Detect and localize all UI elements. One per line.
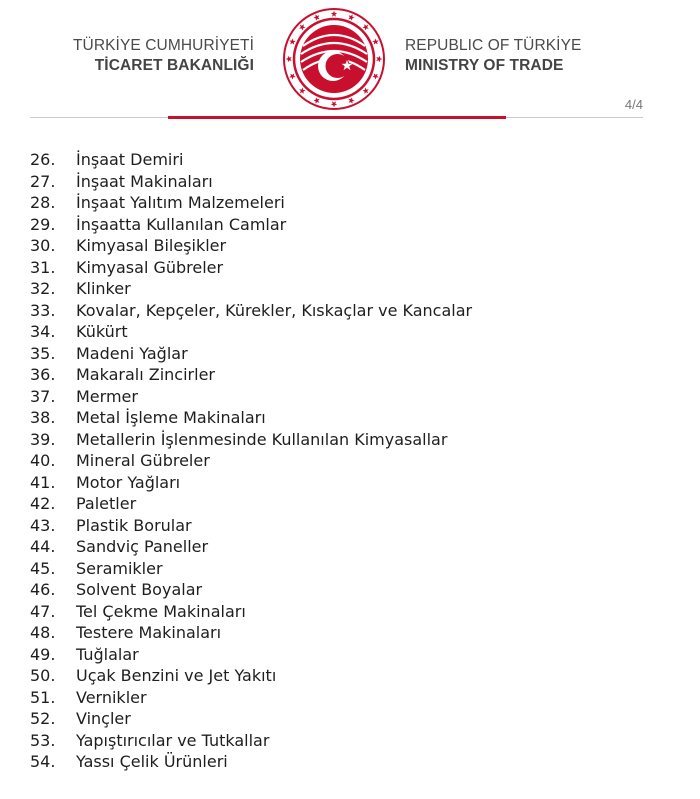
list-item: [30, 192, 472, 214]
list-item: [30, 601, 472, 623]
ministry-emblem-icon: [281, 6, 387, 112]
list-item-text: Metallerin İşlenmesinde Kullanılan Kimyasallar: [76, 429, 448, 449]
list-item: [30, 235, 472, 257]
list-item-number: 39.: [30, 429, 56, 449]
list-item-text: Paletler: [76, 494, 137, 514]
list-item-text: İnşaatta Kullanılan Camlar: [76, 214, 287, 234]
list-item: [30, 730, 472, 752]
list-item-number: 51.: [30, 687, 56, 707]
list-item: [30, 579, 472, 601]
page-indicator: 4/4: [624, 97, 643, 112]
list-item: [30, 171, 472, 193]
org-name-turkish: [73, 36, 254, 76]
list-item: [30, 407, 472, 429]
list-item: [30, 386, 472, 408]
list-item-number: 45.: [30, 558, 56, 578]
org-tr-line2: TİCARET BAKANLIĞI: [94, 57, 254, 74]
list-item-text: Madeni Yağlar: [76, 343, 188, 363]
list-item-number: 36.: [30, 365, 56, 385]
list-item-number: 44.: [30, 537, 56, 557]
list-item-text: Kimyasal Bileşikler: [76, 236, 227, 256]
list-item-number: 27.: [30, 171, 56, 191]
list-item-number: 35.: [30, 343, 56, 363]
list-item-text: Plastik Borular: [76, 515, 192, 535]
list-item-number: 42.: [30, 494, 56, 514]
list-item-text: İnşaat Demiri: [76, 150, 184, 170]
list-item: [30, 364, 472, 386]
list-item-number: 46.: [30, 580, 56, 600]
list-item-text: Mermer: [76, 386, 138, 406]
list-item-number: 34.: [30, 322, 56, 342]
header-divider-accent: [168, 116, 506, 119]
list-item-text: Mineral Gübreler: [76, 451, 210, 471]
list-item: [30, 687, 472, 709]
list-item-number: 41.: [30, 472, 56, 492]
list-item: [30, 665, 472, 687]
list-item: [30, 644, 472, 666]
list-item: [30, 278, 472, 300]
list-item-text: Tel Çekme Makinaları: [76, 601, 246, 621]
list-item-number: 40.: [30, 451, 56, 471]
list-item: [30, 472, 472, 494]
list-item: [30, 493, 472, 515]
list-item: [30, 622, 472, 644]
list-item: [30, 300, 472, 322]
org-en-line1: REPUBLIC OF TÜRKİYE: [405, 37, 582, 54]
list-item-number: 54.: [30, 752, 56, 772]
list-item-text: Uçak Benzini ve Jet Yakıtı: [76, 666, 277, 686]
list-item: [30, 450, 472, 472]
list-item-number: 32.: [30, 279, 56, 299]
list-item-number: 30.: [30, 236, 56, 256]
list-item-text: Yapıştırıcılar ve Tutkallar: [76, 730, 270, 750]
list-item-number: 48.: [30, 623, 56, 643]
list-item-number: 49.: [30, 644, 56, 664]
list-item-text: Testere Makinaları: [76, 623, 222, 643]
list-item-text: Makaralı Zincirler: [76, 365, 215, 385]
list-item-text: İnşaat Makinaları: [76, 171, 213, 191]
list-item: [30, 751, 472, 773]
list-item: [30, 536, 472, 558]
list-item: [30, 214, 472, 236]
list-item-text: Kükürt: [76, 322, 128, 342]
list-item: [30, 321, 472, 343]
list-item: [30, 257, 472, 279]
org-en-line2: MINISTRY OF TRADE: [405, 57, 564, 74]
product-list: [30, 149, 472, 773]
list-item-number: 38.: [30, 408, 56, 428]
list-item-text: Kimyasal Gübreler: [76, 257, 224, 277]
org-tr-line1: TÜRKİYE CUMHURİYETİ: [72, 37, 254, 54]
list-item-text: Kovalar, Kepçeler, Kürekler, Kıskaçlar ve Kancalar: [76, 300, 473, 320]
list-item: [30, 149, 472, 171]
list-item-text: Solvent Boyalar: [76, 580, 203, 600]
list-item-text: Vernikler: [76, 687, 147, 707]
list-item: [30, 708, 472, 730]
list-item: [30, 343, 472, 365]
list-item-text: Metal İşleme Makinaları: [76, 408, 266, 428]
list-item-number: 29.: [30, 214, 56, 234]
list-item: [30, 429, 472, 451]
list-item-number: 53.: [30, 730, 56, 750]
list-item-number: 52.: [30, 709, 56, 729]
list-item: [30, 558, 472, 580]
page-header: [0, 0, 700, 125]
list-item-text: Tuğlalar: [76, 644, 139, 664]
list-item-number: 50.: [30, 666, 56, 686]
list-item-text: Vinçler: [76, 709, 131, 729]
list-item-number: 26.: [30, 150, 56, 170]
list-item-text: Seramikler: [76, 558, 163, 578]
list-item-text: Yassı Çelik Ürünleri: [76, 752, 228, 772]
list-item: [30, 515, 472, 537]
list-item-number: 33.: [30, 300, 56, 320]
list-item-text: Motor Yağları: [76, 472, 181, 492]
list-item-number: 47.: [30, 601, 56, 621]
org-name-english: [405, 36, 581, 76]
list-item-number: 28.: [30, 193, 56, 213]
list-item-number: 31.: [30, 257, 56, 277]
list-item-text: Sandviç Paneller: [76, 537, 209, 557]
list-item-text: Klinker: [76, 279, 131, 299]
list-item-text: İnşaat Yalıtım Malzemeleri: [76, 193, 285, 213]
list-item-number: 43.: [30, 515, 56, 535]
list-item-number: 37.: [30, 386, 56, 406]
